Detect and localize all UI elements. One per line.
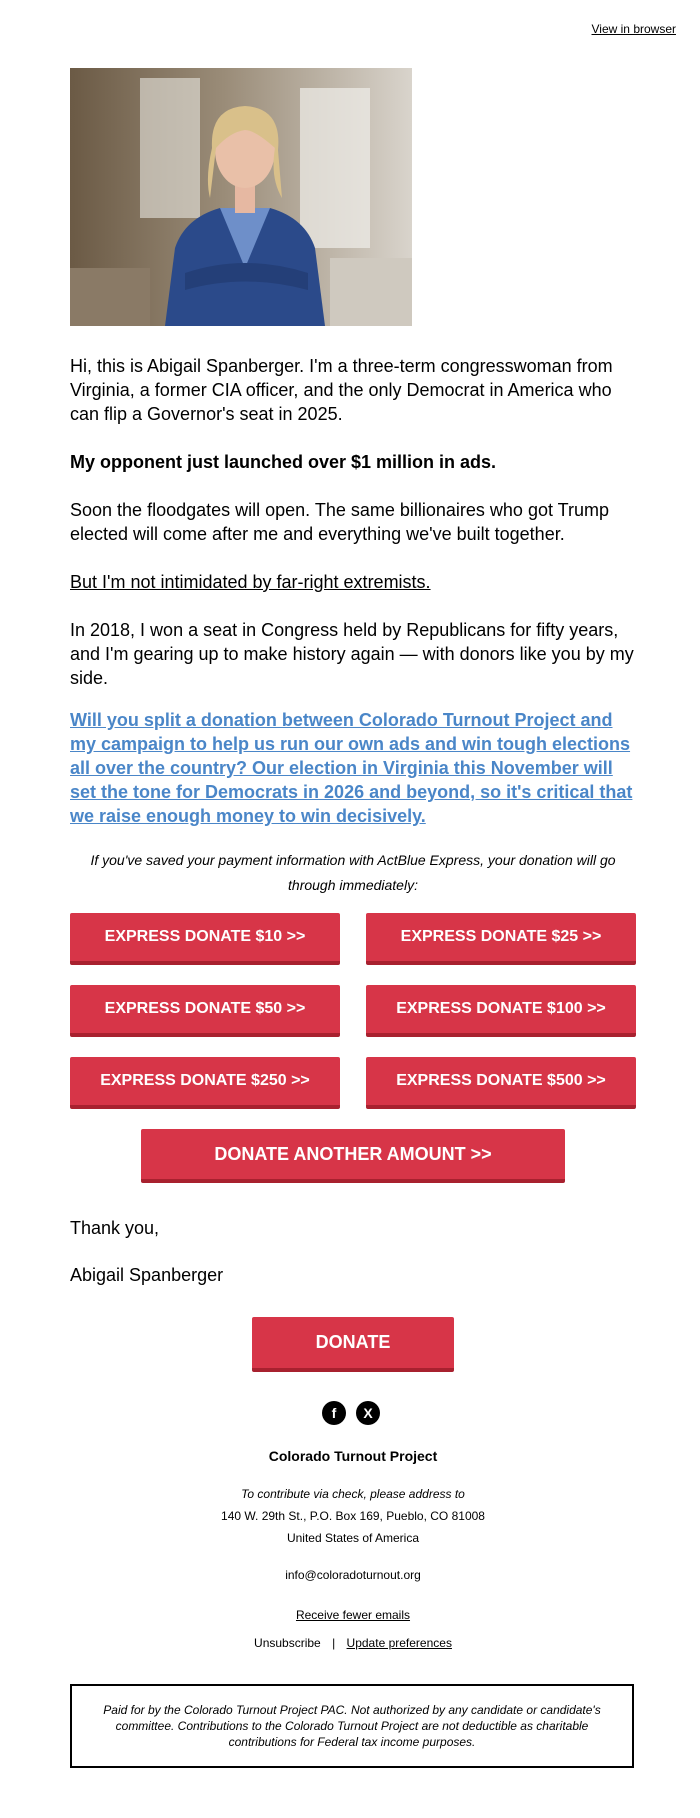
receive-fewer-emails-link[interactable]: Receive fewer emails <box>295 1608 411 1622</box>
split-donation-link[interactable]: Will you split a donation between Colorado Turnout Project and my campaign to help us run our own ads and win tough elections all over the country? Our election in Virginia this November will set the tone for Democrats in 2026 and beyond, so it's critical that we raise enough money to win decisively. <box>70 710 633 826</box>
history-paragraph: In 2018, I won a seat in Congress held by Republicans for fifty years, and I'm gearing up to make history again — with donors like you by my side. <box>70 620 634 688</box>
contact-email: info@coloradoturnout.org <box>285 1568 421 1582</box>
express-donate-50-button[interactable]: EXPRESS DONATE $50 >> <box>70 985 340 1037</box>
letter-body <box>70 354 636 828</box>
x-icon[interactable]: X <box>356 1401 380 1425</box>
portrait-illustration <box>70 68 412 326</box>
top-bar <box>592 22 676 36</box>
express-donate-10-button[interactable]: EXPRESS DONATE $10 >> <box>70 913 340 965</box>
link-separator: | <box>332 1636 336 1650</box>
unsubscribe-link[interactable]: Unsubscribe <box>254 1636 321 1650</box>
mailing-address: 140 W. 29th St., P.O. Box 169, Pueblo, CO 81008 <box>221 1509 485 1523</box>
social-links <box>322 1401 380 1425</box>
express-donate-100-button[interactable]: EXPRESS DONATE $100 >> <box>366 985 636 1037</box>
country: United States of America <box>286 1531 420 1545</box>
donate-button[interactable]: DONATE <box>252 1317 454 1372</box>
express-donate-250-button[interactable]: EXPRESS DONATE $250 >> <box>70 1057 340 1109</box>
express-donate-25-button[interactable]: EXPRESS DONATE $25 >> <box>366 913 636 965</box>
facebook-icon[interactable]: f <box>322 1401 346 1425</box>
check-note: To contribute via check, please address to <box>241 1487 465 1501</box>
floodgates-paragraph: Soon the floodgates will open. The same billionaires who got Trump elected will come after me and everything we've built together. <box>70 500 609 544</box>
express-donate-500-button[interactable]: EXPRESS DONATE $500 >> <box>366 1057 636 1109</box>
view-in-browser-link[interactable]: View in browser <box>591 22 676 36</box>
donate-another-amount-button[interactable]: DONATE ANOTHER AMOUNT >> <box>141 1129 565 1183</box>
actblue-note: If you've saved your payment information with ActBlue Express, your donation will go through immediately: <box>90 852 616 893</box>
hero-image <box>70 68 412 326</box>
thanks-text: Thank you, <box>70 1218 160 1238</box>
disclaimer-text: Paid for by the Colorado Turnout Project PAC. Not authorized by any candidate or candidate's committee. Contributions to the Colorado Turnout Project are not deductible as charitable contributions for Federal tax income purposes. <box>103 1703 601 1749</box>
signature-text: Abigail Spanberger <box>70 1265 224 1285</box>
disclaimer-box <box>70 1684 634 1768</box>
intro-paragraph: Hi, this is Abigail Spanberger. I'm a three-term congresswoman from Virginia, a former CIA officer, and the only Democrat in America who can flip a Governor's seat in 2025. <box>70 356 613 424</box>
update-preferences-link[interactable]: Update preferences <box>346 1636 452 1650</box>
unsubscribe-row <box>70 1636 636 1650</box>
opponent-ads-paragraph: My opponent just launched over $1 million in ads. <box>70 452 497 472</box>
fewer-emails-row <box>70 1608 636 1622</box>
footer-org-name: Colorado Turnout Project <box>268 1448 438 1464</box>
not-intimidated-paragraph: But I'm not intimidated by far-right extremists. <box>70 572 431 592</box>
